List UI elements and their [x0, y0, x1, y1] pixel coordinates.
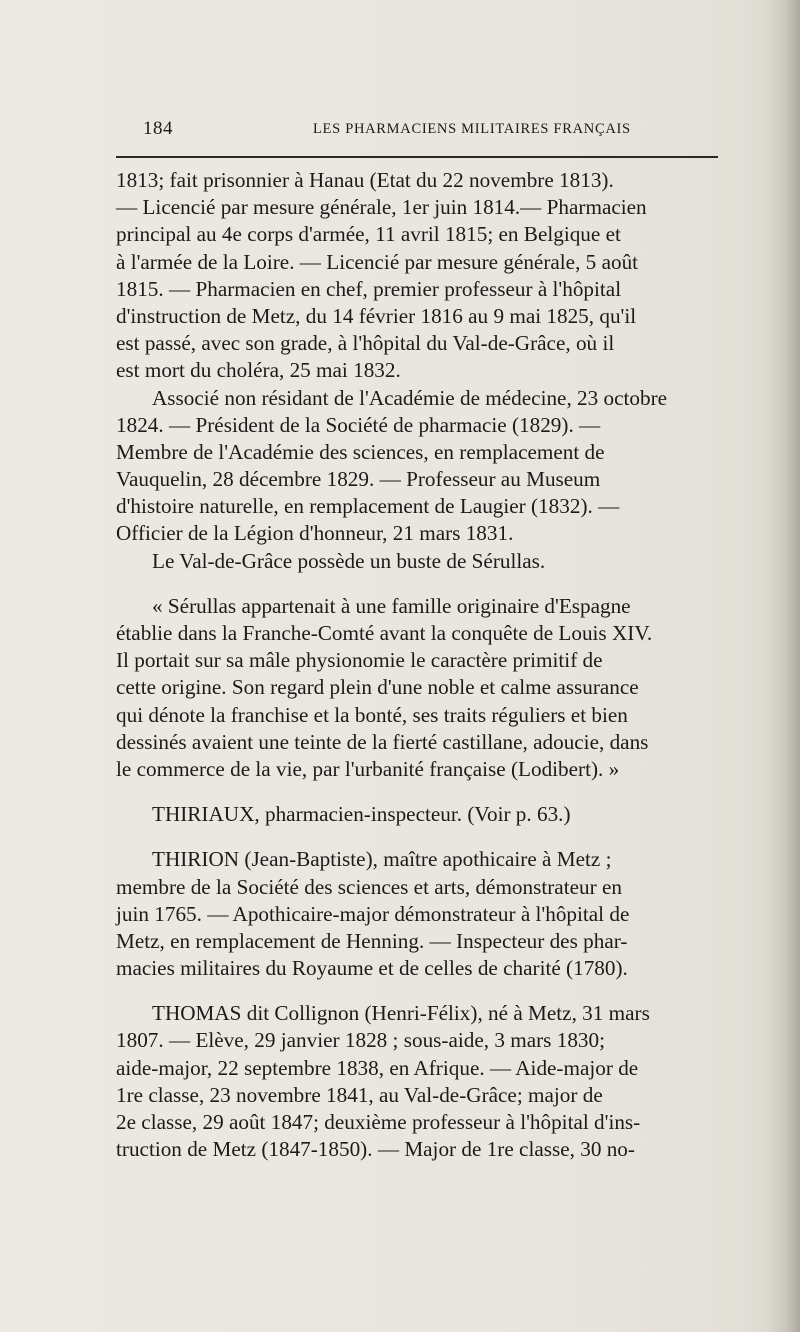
page-header [143, 118, 715, 140]
text-line: THIRIAUX, pharmacien-inspecteur. (Voir p. 63.) [152, 802, 571, 827]
text-line: 1re classe, 23 novembre 1841, au Val-de-Grâce; major de [116, 1082, 603, 1107]
text-line: principal au 4e corps d'armée, 11 avril 1815; en Belgique et [116, 222, 621, 247]
paragraph [116, 846, 740, 982]
paragraph-gap [116, 575, 740, 593]
text-line: Le Val-de-Grâce possède un buste de Sérullas. [152, 548, 546, 573]
text-line: est passé, avec son grade, à l'hôpital du Val-de-Grâce, où il [116, 331, 615, 356]
text-line: Membre de l'Académie des sciences, en remplacement de [116, 439, 605, 464]
text-line: 1807. — Elève, 29 janvier 1828 ; sous-aide, 3 mars 1830; [116, 1028, 605, 1053]
text-line: Il portait sur sa mâle physionomie le caractère primitif de [116, 648, 603, 673]
text-line: Officier de la Légion d'honneur, 21 mars 1831. [116, 521, 514, 546]
text-line: — Licencié par mesure générale, 1er juin 1814.— Pharmacien [116, 195, 647, 220]
text-line: 1815. — Pharmacien en chef, premier professeur à l'hôpital [116, 276, 622, 301]
text-line: est mort du choléra, 25 mai 1832. [116, 358, 401, 383]
text-line: Associé non résidant de l'Académie de médecine, 23 octobre [152, 385, 668, 410]
text-line: 1824. — Président de la Société de pharmacie (1829). — [116, 412, 601, 437]
text-line: qui dénote la franchise et la bonté, ses traits réguliers et bien [116, 702, 628, 727]
paragraph [116, 385, 740, 548]
text-line: macies militaires du Royaume et de celles de charité (1780). [116, 956, 628, 981]
page-number: 184 [143, 118, 173, 139]
page-edge-shadow [766, 0, 800, 1332]
text-line: cette origine. Son regard plein d'une noble et calme assurance [116, 675, 639, 700]
text-line: truction de Metz (1847-1850). — Major de 1re classe, 30 no- [116, 1137, 635, 1162]
text-line: Metz, en remplacement de Henning. — Inspecteur des phar- [116, 928, 628, 953]
text-line: 1813; fait prisonnier à Hanau (Etat du 22 novembre 1813). [116, 168, 614, 192]
header-rule [116, 156, 718, 158]
text-line: d'instruction de Metz, du 14 février 1816 au 9 mai 1825, qu'il [116, 303, 637, 328]
text-line: THOMAS dit Collignon (Henri-Félix), né à Metz, 31 mars [152, 1001, 650, 1026]
text-line: d'histoire naturelle, en remplacement de Laugier (1832). — [116, 494, 620, 519]
text-line: établie dans la Franche-Comté avant la conquête de Louis XIV. [116, 621, 653, 645]
running-title: LES PHARMACIENS MILITAIRES FRANÇAIS [313, 121, 631, 137]
paragraph-gap [116, 828, 740, 846]
paragraph [116, 167, 740, 385]
text-line: « Sérullas appartenait à une famille originaire d'Espagne [152, 593, 631, 618]
body-text [116, 167, 740, 1163]
paragraph-gap [116, 783, 740, 801]
paragraph-gap [116, 982, 740, 1000]
paragraph [116, 1000, 740, 1163]
text-line: membre de la Société des sciences et arts, démonstrateur en [116, 874, 622, 899]
text-line: à l'armée de la Loire. — Licencié par mesure générale, 5 août [116, 249, 639, 274]
text-line: 2e classe, 29 août 1847; deuxième professeur à l'hôpital d'ins- [116, 1110, 641, 1134]
text-line: aide-major, 22 septembre 1838, en Afrique. — Aide-major de [116, 1055, 639, 1080]
text-line: Vauquelin, 28 décembre 1829. — Professeur au Museum [116, 467, 601, 492]
paragraph [116, 548, 740, 575]
paragraph [116, 593, 740, 783]
text-line: THIRION (Jean-Baptiste), maître apothicaire à Metz ; [152, 847, 612, 872]
paragraph [116, 801, 740, 828]
text-line: juin 1765. — Apothicaire-major démonstrateur à l'hôpital de [116, 901, 630, 926]
text-line: dessinés avaient une teinte de la fierté castillane, adoucie, dans [116, 729, 649, 754]
text-line: le commerce de la vie, par l'urbanité française (Lodibert). » [116, 756, 620, 781]
